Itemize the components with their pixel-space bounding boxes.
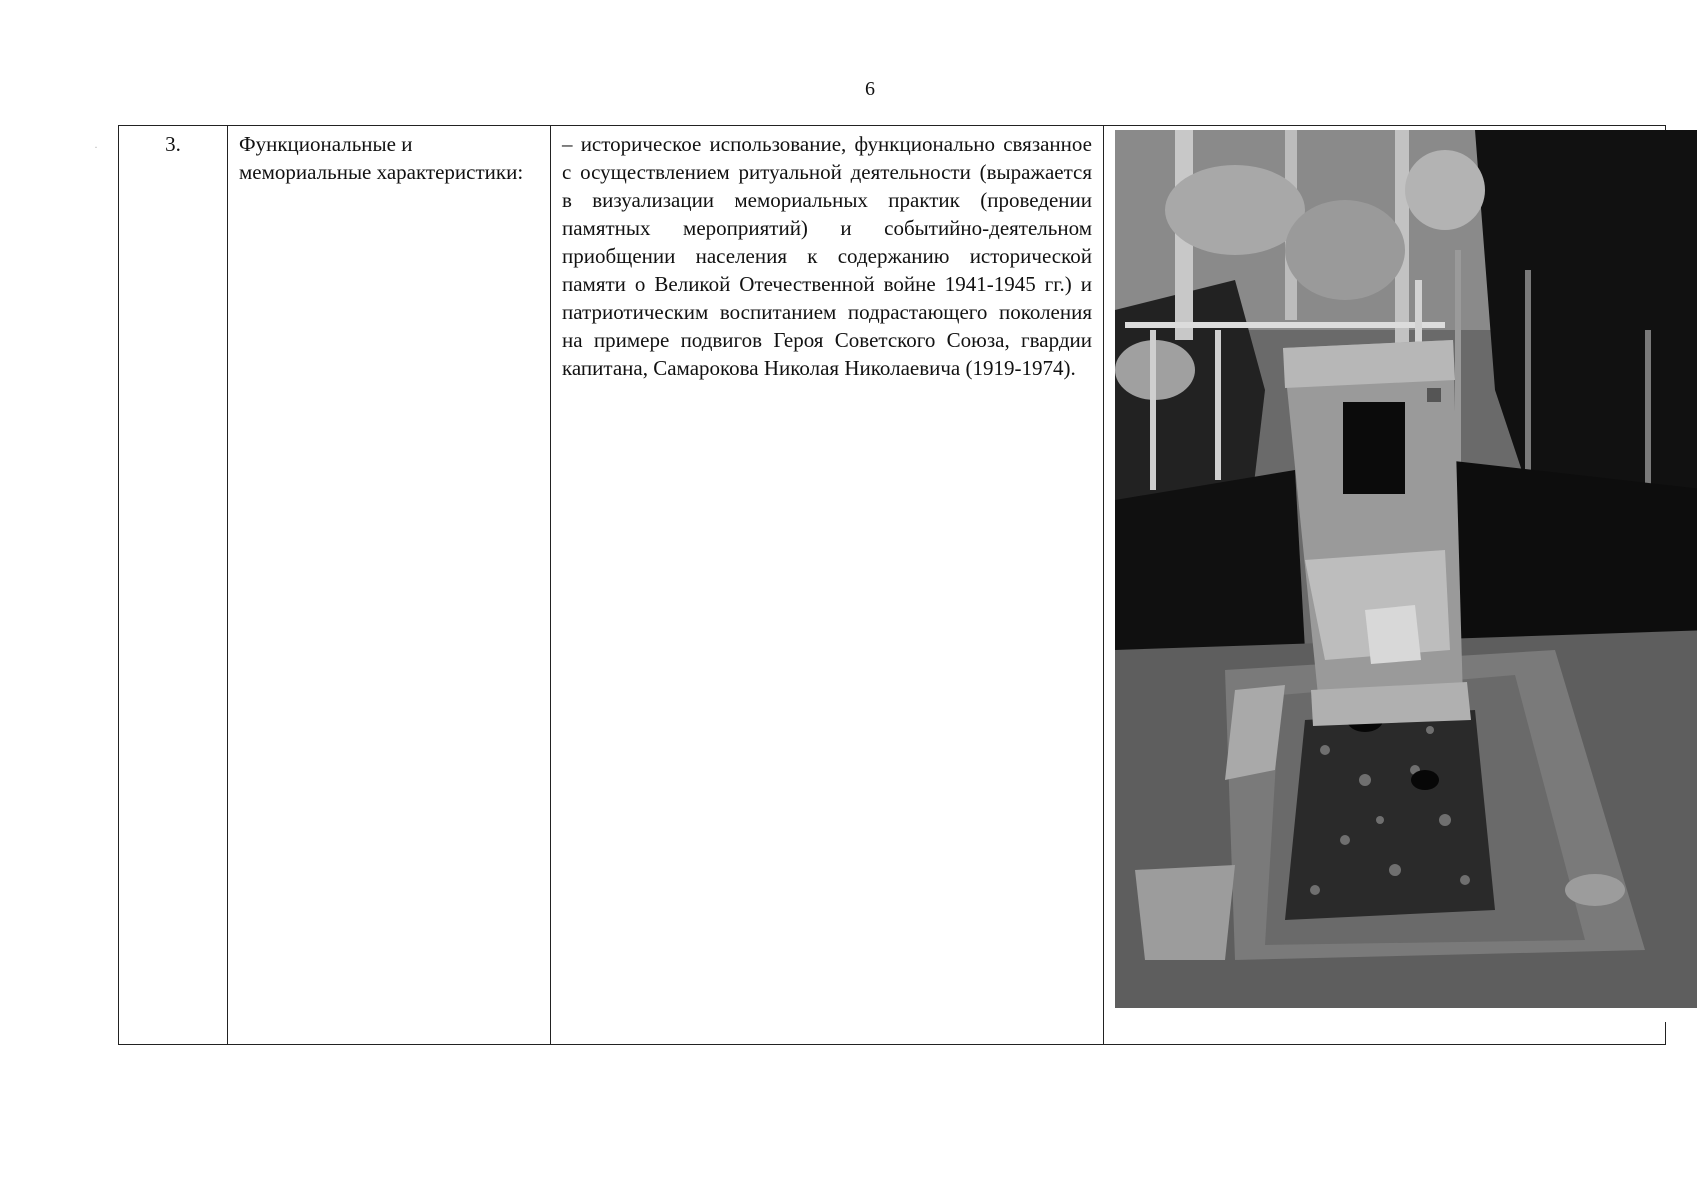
row-description-cell	[551, 126, 1104, 1045]
memorial-characteristics-table	[118, 125, 1666, 1045]
scan-speck: ·	[94, 140, 98, 154]
row-title: Функциональные и мемориальные характеристики:	[228, 126, 551, 1045]
photo-cell	[1104, 126, 1666, 1045]
grave-photo	[1115, 130, 1697, 1022]
row-description: – историческое использование, функционально связанное с осуществлением ритуальной деятельности (выражается в визуализации мемориальных практик (проведении памятных мероприятий) и событийно-деятельном приобщении населения к содержанию исторической памяти о Великой Отечественной войне 1941-1945 гг.) и патриотическим воспитанием подрастающего поколения на примере подвигов Героя Советского Союза, гвардии капитана, Самарокова Николая Николаевича (1919-1974).	[562, 132, 1092, 380]
row-index: 3.	[119, 126, 228, 1045]
table-row	[119, 126, 1666, 1045]
page-number: 6	[865, 78, 875, 100]
